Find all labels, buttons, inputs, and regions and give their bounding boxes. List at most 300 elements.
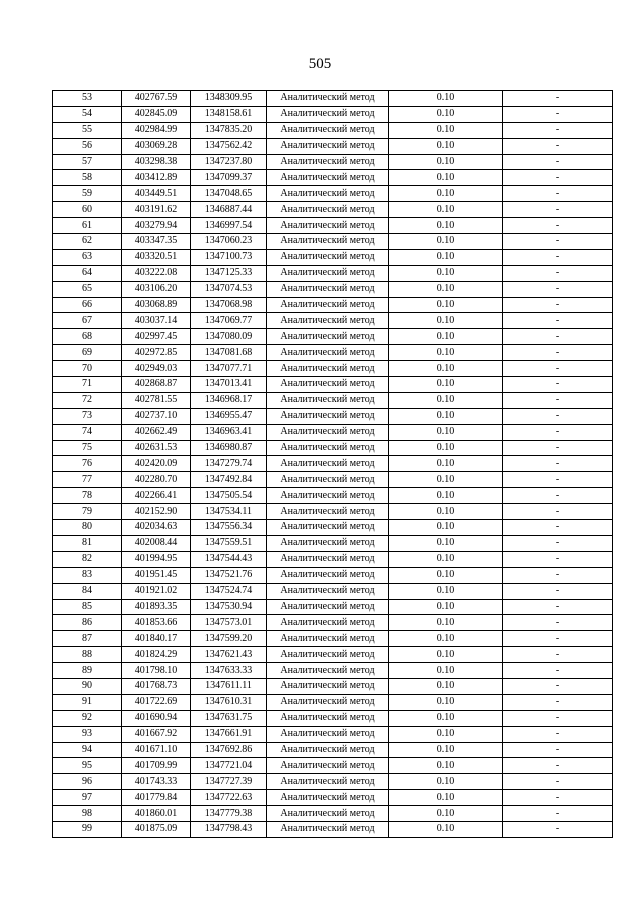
table-row (53, 281, 613, 297)
method-cell: Аналитический метод (267, 710, 389, 726)
table-row (53, 678, 613, 694)
point-number-cell: 63 (53, 249, 122, 265)
accuracy-cell: 0.10 (389, 821, 503, 837)
method-cell: Аналитический метод (267, 551, 389, 567)
table-row (53, 742, 613, 758)
x-coordinate-cell: 403279.94 (122, 218, 191, 234)
point-number-cell: 90 (53, 678, 122, 694)
method-cell: Аналитический метод (267, 726, 389, 742)
y-coordinate-cell: 1347048.65 (191, 186, 267, 202)
table-row (53, 456, 613, 472)
accuracy-cell: 0.10 (389, 249, 503, 265)
point-number-cell: 56 (53, 138, 122, 154)
method-cell: Аналитический метод (267, 504, 389, 520)
point-number-cell: 64 (53, 265, 122, 281)
note-cell: - (503, 202, 613, 218)
note-cell: - (503, 218, 613, 234)
accuracy-cell: 0.10 (389, 774, 503, 790)
accuracy-cell: 0.10 (389, 234, 503, 250)
note-cell: - (503, 329, 613, 345)
table-row (53, 138, 613, 154)
x-coordinate-cell: 402152.90 (122, 504, 191, 520)
note-cell: - (503, 154, 613, 170)
method-cell: Аналитический метод (267, 599, 389, 615)
accuracy-cell: 0.10 (389, 122, 503, 138)
table-row (53, 663, 613, 679)
table-row (53, 710, 613, 726)
y-coordinate-cell: 1347081.68 (191, 345, 267, 361)
y-coordinate-cell: 1346887.44 (191, 202, 267, 218)
accuracy-cell: 0.10 (389, 186, 503, 202)
method-cell: Аналитический метод (267, 138, 389, 154)
table-row (53, 313, 613, 329)
x-coordinate-cell: 402266.41 (122, 488, 191, 504)
point-number-cell: 85 (53, 599, 122, 615)
table-row (53, 218, 613, 234)
accuracy-cell: 0.10 (389, 790, 503, 806)
y-coordinate-cell: 1347080.09 (191, 329, 267, 345)
y-coordinate-cell: 1347779.38 (191, 806, 267, 822)
point-number-cell: 66 (53, 297, 122, 313)
method-cell: Аналитический метод (267, 361, 389, 377)
table-row (53, 774, 613, 790)
note-cell: - (503, 806, 613, 822)
table-row (53, 726, 613, 742)
point-number-cell: 80 (53, 520, 122, 536)
method-cell: Аналитический метод (267, 265, 389, 281)
page-number: 505 (308, 56, 332, 72)
method-cell: Аналитический метод (267, 329, 389, 345)
method-cell: Аналитический метод (267, 567, 389, 583)
method-cell: Аналитический метод (267, 408, 389, 424)
accuracy-cell: 0.10 (389, 265, 503, 281)
point-number-cell: 97 (53, 790, 122, 806)
x-coordinate-cell: 402984.99 (122, 122, 191, 138)
x-coordinate-cell: 401722.69 (122, 694, 191, 710)
point-number-cell: 71 (53, 377, 122, 393)
x-coordinate-cell: 401709.99 (122, 758, 191, 774)
method-cell: Аналитический метод (267, 694, 389, 710)
table-row (53, 647, 613, 663)
y-coordinate-cell: 1347530.94 (191, 599, 267, 615)
point-number-cell: 99 (53, 821, 122, 837)
note-cell: - (503, 790, 613, 806)
note-cell: - (503, 106, 613, 122)
accuracy-cell: 0.10 (389, 106, 503, 122)
accuracy-cell: 0.10 (389, 663, 503, 679)
y-coordinate-cell: 1346955.47 (191, 408, 267, 424)
table-row (53, 297, 613, 313)
x-coordinate-cell: 402280.70 (122, 472, 191, 488)
table-row (53, 361, 613, 377)
table-row (53, 806, 613, 822)
table-row (53, 520, 613, 536)
y-coordinate-cell: 1348309.95 (191, 91, 267, 107)
point-number-cell: 96 (53, 774, 122, 790)
method-cell: Аналитический метод (267, 440, 389, 456)
y-coordinate-cell: 1348158.61 (191, 106, 267, 122)
y-coordinate-cell: 1347074.53 (191, 281, 267, 297)
method-cell: Аналитический метод (267, 758, 389, 774)
method-cell: Аналитический метод (267, 170, 389, 186)
x-coordinate-cell: 403347.35 (122, 234, 191, 250)
table-row (53, 234, 613, 250)
point-number-cell: 74 (53, 424, 122, 440)
y-coordinate-cell: 1347237.80 (191, 154, 267, 170)
point-number-cell: 55 (53, 122, 122, 138)
note-cell: - (503, 774, 613, 790)
point-number-cell: 84 (53, 583, 122, 599)
note-cell: - (503, 138, 613, 154)
note-cell: - (503, 313, 613, 329)
note-cell: - (503, 345, 613, 361)
note-cell: - (503, 392, 613, 408)
y-coordinate-cell: 1347492.84 (191, 472, 267, 488)
accuracy-cell: 0.10 (389, 313, 503, 329)
note-cell: - (503, 265, 613, 281)
accuracy-cell: 0.10 (389, 583, 503, 599)
x-coordinate-cell: 401667.92 (122, 726, 191, 742)
y-coordinate-cell: 1347544.43 (191, 551, 267, 567)
x-coordinate-cell: 401743.33 (122, 774, 191, 790)
point-number-cell: 93 (53, 726, 122, 742)
point-number-cell: 73 (53, 408, 122, 424)
accuracy-cell: 0.10 (389, 535, 503, 551)
accuracy-cell: 0.10 (389, 710, 503, 726)
y-coordinate-cell: 1347562.42 (191, 138, 267, 154)
note-cell: - (503, 424, 613, 440)
note-cell: - (503, 583, 613, 599)
x-coordinate-cell: 403069.28 (122, 138, 191, 154)
point-number-cell: 77 (53, 472, 122, 488)
method-cell: Аналитический метод (267, 154, 389, 170)
note-cell: - (503, 535, 613, 551)
point-number-cell: 70 (53, 361, 122, 377)
accuracy-cell: 0.10 (389, 472, 503, 488)
x-coordinate-cell: 403320.51 (122, 249, 191, 265)
point-number-cell: 82 (53, 551, 122, 567)
table-row (53, 392, 613, 408)
method-cell: Аналитический метод (267, 742, 389, 758)
table-row (53, 790, 613, 806)
accuracy-cell: 0.10 (389, 694, 503, 710)
point-number-cell: 69 (53, 345, 122, 361)
accuracy-cell: 0.10 (389, 520, 503, 536)
accuracy-cell: 0.10 (389, 377, 503, 393)
method-cell: Аналитический метод (267, 647, 389, 663)
note-cell: - (503, 170, 613, 186)
y-coordinate-cell: 1347013.41 (191, 377, 267, 393)
accuracy-cell: 0.10 (389, 361, 503, 377)
table-row (53, 472, 613, 488)
note-cell: - (503, 694, 613, 710)
accuracy-cell: 0.10 (389, 408, 503, 424)
method-cell: Аналитический метод (267, 281, 389, 297)
x-coordinate-cell: 403068.89 (122, 297, 191, 313)
y-coordinate-cell: 1347069.77 (191, 313, 267, 329)
accuracy-cell: 0.10 (389, 551, 503, 567)
y-coordinate-cell: 1347633.33 (191, 663, 267, 679)
note-cell: - (503, 599, 613, 615)
x-coordinate-cell: 402845.09 (122, 106, 191, 122)
x-coordinate-cell: 402737.10 (122, 408, 191, 424)
point-number-cell: 68 (53, 329, 122, 345)
method-cell: Аналитический метод (267, 424, 389, 440)
note-cell: - (503, 567, 613, 583)
point-number-cell: 54 (53, 106, 122, 122)
note-cell: - (503, 297, 613, 313)
note-cell: - (503, 551, 613, 567)
x-coordinate-cell: 402868.87 (122, 377, 191, 393)
y-coordinate-cell: 1347559.51 (191, 535, 267, 551)
table-row (53, 567, 613, 583)
x-coordinate-cell: 401860.01 (122, 806, 191, 822)
y-coordinate-cell: 1346968.17 (191, 392, 267, 408)
point-number-cell: 87 (53, 631, 122, 647)
x-coordinate-cell: 401994.95 (122, 551, 191, 567)
x-coordinate-cell: 401671.10 (122, 742, 191, 758)
note-cell: - (503, 408, 613, 424)
point-number-cell: 91 (53, 694, 122, 710)
method-cell: Аналитический метод (267, 488, 389, 504)
x-coordinate-cell: 402631.53 (122, 440, 191, 456)
table-row (53, 265, 613, 281)
table-row (53, 821, 613, 837)
y-coordinate-cell: 1346980.87 (191, 440, 267, 456)
y-coordinate-cell: 1347505.54 (191, 488, 267, 504)
y-coordinate-cell: 1346963.41 (191, 424, 267, 440)
note-cell: - (503, 456, 613, 472)
point-number-cell: 89 (53, 663, 122, 679)
note-cell: - (503, 361, 613, 377)
table-row (53, 694, 613, 710)
point-number-cell: 58 (53, 170, 122, 186)
point-number-cell: 79 (53, 504, 122, 520)
table-row (53, 551, 613, 567)
method-cell: Аналитический метод (267, 472, 389, 488)
note-cell: - (503, 647, 613, 663)
table-row (53, 440, 613, 456)
x-coordinate-cell: 403449.51 (122, 186, 191, 202)
y-coordinate-cell: 1347534.11 (191, 504, 267, 520)
point-number-cell: 95 (53, 758, 122, 774)
x-coordinate-cell: 402949.03 (122, 361, 191, 377)
method-cell: Аналитический метод (267, 456, 389, 472)
point-number-cell: 61 (53, 218, 122, 234)
table-row (53, 758, 613, 774)
y-coordinate-cell: 1347631.75 (191, 710, 267, 726)
note-cell: - (503, 91, 613, 107)
table-row (53, 377, 613, 393)
y-coordinate-cell: 1347621.43 (191, 647, 267, 663)
point-number-cell: 76 (53, 456, 122, 472)
method-cell: Аналитический метод (267, 663, 389, 679)
method-cell: Аналитический метод (267, 583, 389, 599)
y-coordinate-cell: 1347524.74 (191, 583, 267, 599)
y-coordinate-cell: 1347068.98 (191, 297, 267, 313)
method-cell: Аналитический метод (267, 790, 389, 806)
point-number-cell: 98 (53, 806, 122, 822)
note-cell: - (503, 377, 613, 393)
accuracy-cell: 0.10 (389, 154, 503, 170)
x-coordinate-cell: 402034.63 (122, 520, 191, 536)
y-coordinate-cell: 1347060.23 (191, 234, 267, 250)
note-cell: - (503, 726, 613, 742)
table-row (53, 615, 613, 631)
table-row (53, 535, 613, 551)
note-cell: - (503, 472, 613, 488)
table-row (53, 202, 613, 218)
table-body (53, 91, 613, 838)
table-row (53, 345, 613, 361)
y-coordinate-cell: 1347573.01 (191, 615, 267, 631)
note-cell: - (503, 615, 613, 631)
note-cell: - (503, 678, 613, 694)
x-coordinate-cell: 402420.09 (122, 456, 191, 472)
method-cell: Аналитический метод (267, 377, 389, 393)
x-coordinate-cell: 403106.20 (122, 281, 191, 297)
method-cell: Аналитический метод (267, 106, 389, 122)
y-coordinate-cell: 1347661.91 (191, 726, 267, 742)
table-row (53, 329, 613, 345)
table-row (53, 424, 613, 440)
y-coordinate-cell: 1347835.20 (191, 122, 267, 138)
point-number-cell: 86 (53, 615, 122, 631)
method-cell: Аналитический метод (267, 91, 389, 107)
table-row (53, 154, 613, 170)
accuracy-cell: 0.10 (389, 599, 503, 615)
y-coordinate-cell: 1347125.33 (191, 265, 267, 281)
note-cell: - (503, 281, 613, 297)
table-row (53, 91, 613, 107)
point-number-cell: 78 (53, 488, 122, 504)
method-cell: Аналитический метод (267, 535, 389, 551)
method-cell: Аналитический метод (267, 202, 389, 218)
y-coordinate-cell: 1347099.37 (191, 170, 267, 186)
y-coordinate-cell: 1347556.34 (191, 520, 267, 536)
note-cell: - (503, 742, 613, 758)
x-coordinate-cell: 401690.94 (122, 710, 191, 726)
accuracy-cell: 0.10 (389, 615, 503, 631)
accuracy-cell: 0.10 (389, 202, 503, 218)
note-cell: - (503, 234, 613, 250)
method-cell: Аналитический метод (267, 313, 389, 329)
method-cell: Аналитический метод (267, 821, 389, 837)
note-cell: - (503, 631, 613, 647)
accuracy-cell: 0.10 (389, 726, 503, 742)
y-coordinate-cell: 1347611.11 (191, 678, 267, 694)
accuracy-cell: 0.10 (389, 678, 503, 694)
note-cell: - (503, 758, 613, 774)
point-number-cell: 92 (53, 710, 122, 726)
x-coordinate-cell: 402972.85 (122, 345, 191, 361)
table-row (53, 504, 613, 520)
accuracy-cell: 0.10 (389, 170, 503, 186)
note-cell: - (503, 504, 613, 520)
point-number-cell: 72 (53, 392, 122, 408)
method-cell: Аналитический метод (267, 520, 389, 536)
point-number-cell: 60 (53, 202, 122, 218)
method-cell: Аналитический метод (267, 806, 389, 822)
y-coordinate-cell: 1347610.31 (191, 694, 267, 710)
method-cell: Аналитический метод (267, 297, 389, 313)
y-coordinate-cell: 1347100.73 (191, 249, 267, 265)
point-number-cell: 88 (53, 647, 122, 663)
x-coordinate-cell: 403412.89 (122, 170, 191, 186)
accuracy-cell: 0.10 (389, 806, 503, 822)
accuracy-cell: 0.10 (389, 742, 503, 758)
accuracy-cell: 0.10 (389, 456, 503, 472)
x-coordinate-cell: 401798.10 (122, 663, 191, 679)
x-coordinate-cell: 401824.29 (122, 647, 191, 663)
method-cell: Аналитический метод (267, 345, 389, 361)
point-number-cell: 81 (53, 535, 122, 551)
method-cell: Аналитический метод (267, 678, 389, 694)
coordinates-table (52, 90, 613, 838)
note-cell: - (503, 488, 613, 504)
accuracy-cell: 0.10 (389, 345, 503, 361)
accuracy-cell: 0.10 (389, 631, 503, 647)
accuracy-cell: 0.10 (389, 218, 503, 234)
table-row (53, 631, 613, 647)
table-row (53, 249, 613, 265)
accuracy-cell: 0.10 (389, 392, 503, 408)
method-cell: Аналитический метод (267, 774, 389, 790)
accuracy-cell: 0.10 (389, 138, 503, 154)
y-coordinate-cell: 1346997.54 (191, 218, 267, 234)
accuracy-cell: 0.10 (389, 488, 503, 504)
note-cell: - (503, 440, 613, 456)
accuracy-cell: 0.10 (389, 329, 503, 345)
point-number-cell: 57 (53, 154, 122, 170)
table-row (53, 122, 613, 138)
table-row (53, 488, 613, 504)
point-number-cell: 75 (53, 440, 122, 456)
table-row (53, 170, 613, 186)
note-cell: - (503, 710, 613, 726)
table-row (53, 599, 613, 615)
y-coordinate-cell: 1347077.71 (191, 361, 267, 377)
method-cell: Аналитический метод (267, 234, 389, 250)
x-coordinate-cell: 402767.59 (122, 91, 191, 107)
table-row (53, 186, 613, 202)
table-row (53, 106, 613, 122)
y-coordinate-cell: 1347722.63 (191, 790, 267, 806)
point-number-cell: 65 (53, 281, 122, 297)
x-coordinate-cell: 401840.17 (122, 631, 191, 647)
x-coordinate-cell: 401951.45 (122, 567, 191, 583)
point-number-cell: 62 (53, 234, 122, 250)
x-coordinate-cell: 401853.66 (122, 615, 191, 631)
note-cell: - (503, 186, 613, 202)
method-cell: Аналитический метод (267, 122, 389, 138)
y-coordinate-cell: 1347721.04 (191, 758, 267, 774)
point-number-cell: 83 (53, 567, 122, 583)
accuracy-cell: 0.10 (389, 647, 503, 663)
x-coordinate-cell: 401875.09 (122, 821, 191, 837)
x-coordinate-cell: 403037.14 (122, 313, 191, 329)
point-number-cell: 53 (53, 91, 122, 107)
x-coordinate-cell: 403191.62 (122, 202, 191, 218)
table-row (53, 408, 613, 424)
x-coordinate-cell: 403222.08 (122, 265, 191, 281)
table-row (53, 583, 613, 599)
y-coordinate-cell: 1347521.76 (191, 567, 267, 583)
y-coordinate-cell: 1347599.20 (191, 631, 267, 647)
note-cell: - (503, 520, 613, 536)
accuracy-cell: 0.10 (389, 440, 503, 456)
method-cell: Аналитический метод (267, 186, 389, 202)
